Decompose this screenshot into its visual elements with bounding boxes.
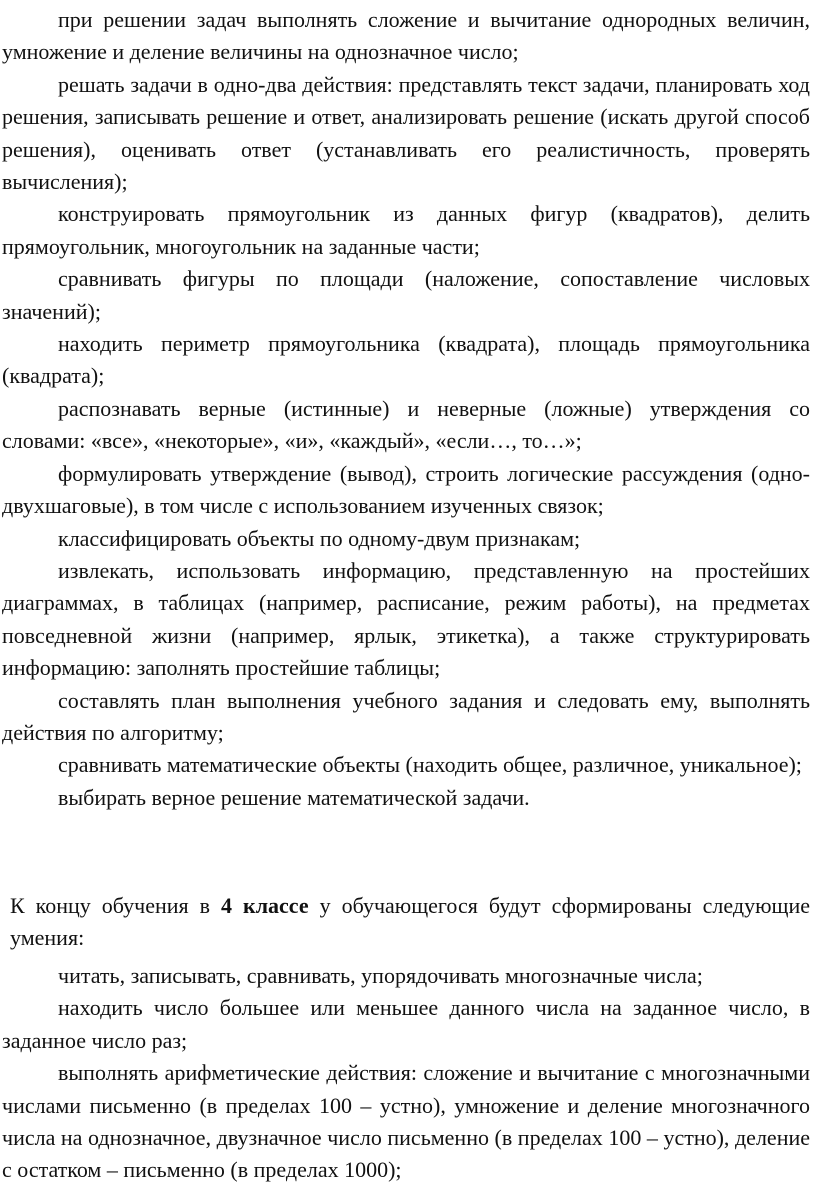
- list-item: выполнять арифметические действия: сложение и вычитание с многозначными числами письменно (в пределах 100 – устно), умножение и деление многозначного числа на однозначное, двузначное число письменно (в пределах 100 – устно), деление с остатком – письменно (в пределах 1000);: [2, 1060, 810, 1183]
- skills-list-grade-4: [0, 960, 812, 1187]
- intro-text-after: у обучающегося будут сформированы следующие умения:: [10, 893, 810, 951]
- list-item: сравнивать фигуры по площади (наложение, сопоставление числовых значений);: [2, 266, 810, 324]
- list-item: сравнивать математические объекты (находить общее, различное, уникальное);: [58, 752, 802, 778]
- list-item: решать задачи в одно-два действия: представлять текст задачи, планировать ход решения, записывать решение и ответ, анализировать решение (искать другой способ решения), оценивать ответ (устанавливать его реалистичность, проверять вычисления);: [2, 71, 810, 195]
- list-item: конструировать прямоугольник из данных фигур (квадратов), делить прямоугольник, многоугольник на заданные части;: [2, 201, 810, 259]
- list-item: читать, записывать, сравнивать, упорядочивать многозначные числа;: [58, 963, 703, 988]
- list-item: классифицировать объекты по одному-двум признакам;: [58, 525, 581, 551]
- grade-emphasis: 4 классе: [221, 893, 309, 918]
- intro-text-before: К концу обучения в: [10, 893, 222, 918]
- list-item: распознавать верные (истинные) и неверные (ложные) утверждения со словами: «все», «некоторые», «и», «каждый», «если…, то…»;: [2, 395, 810, 454]
- list-item: формулировать утверждение (вывод), строить логические рассуждения (одно-двухшаговые), в том числе с использованием изученных связок;: [2, 460, 810, 519]
- skills-list-grade-3: [0, 4, 812, 814]
- list-item: находить число большее или меньшее данного числа на заданное число, в заданное число раз;: [2, 995, 810, 1053]
- section-intro-paragraph: [10, 890, 816, 955]
- grade-4-section-intro: [10, 890, 816, 955]
- list-item: составлять план выполнения учебного задания и следовать ему, выполнять действия по алгоритму;: [2, 687, 810, 745]
- list-item: при решении задач выполнять сложение и вычитание однородных величин, умножение и деление величины на однозначное число;: [2, 7, 810, 65]
- list-item: находить периметр прямоугольника (квадрата), площадь прямоугольника (квадрата);: [2, 331, 810, 389]
- list-item: извлекать, использовать информацию, представленную на простейших диаграммах, в таблицах (например, расписание, режим работы), на предметах повседневной жизни (например, ярлык, этикетка), а также структурировать информацию: заполнять простейшие таблицы;: [2, 557, 810, 681]
- list-item: выбирать верное решение математической задачи.: [58, 784, 530, 810]
